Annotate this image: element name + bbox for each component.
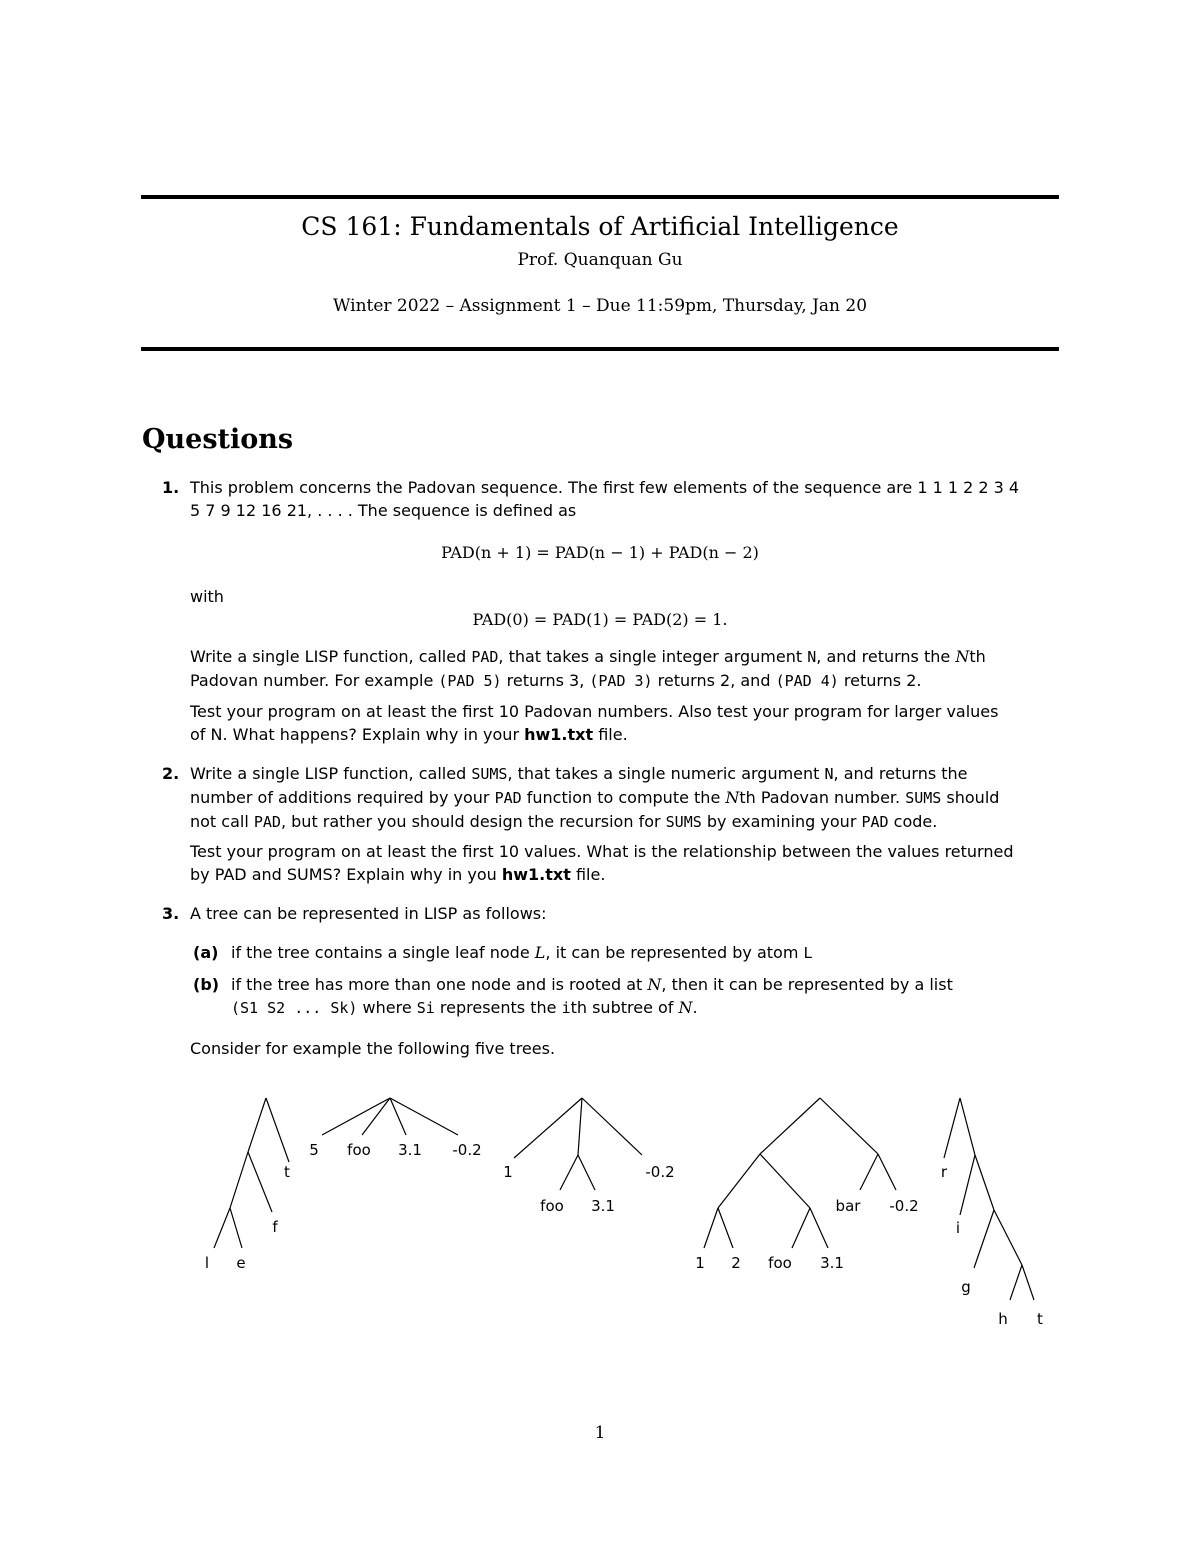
text-run: if the tree has more than one node and is rooted at	[231, 975, 648, 994]
code-list: (S1 S2 ... Sk)	[231, 999, 358, 1017]
code-i: i	[561, 999, 571, 1017]
tree-4-leaf: 3.1	[820, 1254, 844, 1272]
tree-3-leaf: 1	[503, 1163, 513, 1181]
text-run: , that takes a single integer argument	[498, 647, 808, 666]
tree-2-edges	[322, 1098, 458, 1135]
text-run: Write a single LISP function, called	[190, 647, 472, 666]
code-example: (PAD 5)	[438, 672, 502, 690]
text-run: not call	[190, 812, 254, 831]
text-run: Write a single LISP function, called	[190, 764, 472, 783]
q1-intro-line2: 5 7 9 12 16 21, . . . . The sequence is defined as	[190, 501, 577, 520]
q1-equation-recurrence: PAD(n + 1) = PAD(n − 1) + PAD(n − 2)	[441, 543, 759, 562]
tree-1-leaf: l	[204, 1254, 210, 1272]
tree-1-edges	[214, 1098, 289, 1248]
text-run: th Padovan number.	[739, 788, 906, 807]
math-l: L	[534, 943, 546, 962]
tree-3-leaf: foo	[540, 1197, 564, 1215]
text-run: file.	[593, 725, 628, 744]
text-run: where	[357, 998, 417, 1017]
text-run: , it can be represented by atom	[545, 943, 804, 962]
math-n: N	[725, 788, 740, 807]
text-run: th	[969, 647, 986, 666]
tree-5-edges	[944, 1098, 1034, 1300]
code-si: Si	[416, 999, 435, 1017]
tree-4-leaf: -0.2	[889, 1197, 919, 1215]
assignment-subtitle: Winter 2022 – Assignment 1 – Due 11:59pm, Thursday, Jan 20	[332, 296, 868, 316]
code-example: (PAD 4)	[775, 672, 839, 690]
code-pad: PAD	[494, 789, 522, 807]
text-run: by examining your	[701, 812, 862, 831]
code-pad: PAD	[253, 813, 281, 831]
code-sums: SUMS	[905, 789, 942, 807]
filename: hw1.txt	[524, 725, 594, 744]
text-run: by PAD and SUMS? Explain why in you	[190, 865, 502, 884]
text-run: Padovan number. For example	[190, 671, 439, 690]
text-run: , and returns the	[833, 764, 968, 783]
text-run: number of additions required by your	[190, 788, 495, 807]
q2-p2-line1: Test your program on at least the first 10 values. What is the relationship between the values returned	[190, 842, 1014, 861]
math-n: N	[647, 975, 662, 994]
q1-equation-base: PAD(0) = PAD(1) = PAD(2) = 1.	[472, 610, 728, 629]
q1-intro-line1: This problem concerns the Padovan sequence. The first few elements of the sequence are 1 1 1 2 2 3 4	[190, 478, 1020, 497]
text-run: , and returns the	[816, 647, 956, 666]
tree-2-leaf: 3.1	[398, 1141, 422, 1159]
page-number: 1	[594, 1423, 606, 1443]
text-run: function to compute the	[521, 788, 726, 807]
q1-p2-line1: Test your program on at least the first 10 Padovan numbers. Also test your program for larger values	[190, 702, 999, 721]
text-run: returns 2.	[838, 671, 922, 690]
tree-4-leaf: bar	[835, 1197, 861, 1215]
text-run: returns 3,	[501, 671, 590, 690]
tree-5-leaf: i	[955, 1219, 961, 1237]
math-n: N	[955, 647, 970, 666]
text-run: , that takes a single numeric argument	[507, 764, 825, 783]
code-n: N	[807, 648, 817, 666]
text-run: th subtree of	[570, 998, 679, 1017]
tree-1-leaf: e	[236, 1254, 246, 1272]
q1-number: 1.	[162, 478, 180, 497]
q3-item-b-label: (b)	[193, 975, 220, 994]
tree-5-leaf: g	[961, 1278, 971, 1296]
tree-2-leaf: 5	[309, 1141, 319, 1159]
section-heading: Questions	[142, 424, 294, 455]
code-pad: PAD	[471, 648, 499, 666]
text-run: .	[692, 998, 698, 1017]
text-run: , but rather you should design the recursion for	[280, 812, 666, 831]
q3-number: 3.	[162, 904, 180, 923]
code-example: (PAD 3)	[589, 672, 653, 690]
tree-2-leaf: foo	[347, 1141, 371, 1159]
code-l: L	[803, 944, 813, 962]
code-sums: SUMS	[665, 813, 702, 831]
q1-with: with	[190, 587, 224, 606]
text-run: , then it can be represented by a list	[661, 975, 953, 994]
code-pad: PAD	[861, 813, 889, 831]
tree-4-leaf: foo	[768, 1254, 792, 1272]
text-run: if the tree contains a single leaf node	[231, 943, 535, 962]
code-sums: SUMS	[471, 765, 508, 783]
tree-5-leaf: h	[998, 1310, 1008, 1328]
text-run: code.	[888, 812, 938, 831]
text-run: should	[941, 788, 1000, 807]
q2-number: 2.	[162, 764, 180, 783]
tree-4-leaf: 1	[695, 1254, 705, 1272]
text-run: returns 2, and	[652, 671, 776, 690]
tree-1-leaf: f	[272, 1218, 278, 1236]
text-run: of N. What happens? Explain why in your	[190, 725, 525, 744]
tree-4-leaf: 2	[731, 1254, 741, 1272]
page-title: CS 161: Fundamentals of Artificial Intelligence	[301, 212, 899, 241]
tree-3-leaf: -0.2	[645, 1163, 675, 1181]
tree-5-leaf: t	[1037, 1310, 1043, 1328]
tree-4-edges	[704, 1098, 896, 1248]
q3-intro: A tree can be represented in LISP as follows:	[190, 904, 547, 923]
code-n: N	[824, 765, 834, 783]
text-run: represents the	[434, 998, 562, 1017]
author: Prof. Quanquan Gu	[517, 250, 683, 270]
text-run: file.	[570, 865, 606, 884]
tree-1-leaf: t	[284, 1163, 290, 1181]
tree-3-leaf: 3.1	[591, 1197, 615, 1215]
q3-consider: Consider for example the following five trees.	[190, 1039, 556, 1058]
tree-3-edges	[514, 1098, 642, 1190]
tree-5-leaf: r	[940, 1163, 948, 1181]
math-n: N	[678, 998, 693, 1017]
q3-item-a-label: (a)	[193, 943, 219, 962]
tree-2-leaf: -0.2	[452, 1141, 482, 1159]
filename: hw1.txt	[501, 865, 571, 884]
